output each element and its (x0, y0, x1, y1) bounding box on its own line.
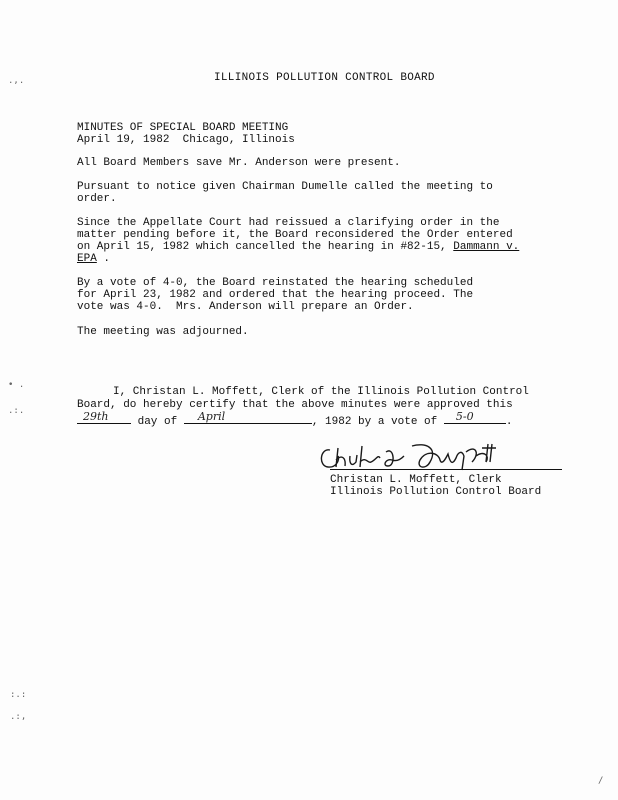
case-name-part-1: Dammann v. (453, 241, 520, 253)
vote-line-1: By a vote of 4-0, the Board reinstated the hearing scheduled (77, 277, 474, 289)
adjournment-paragraph: The meeting was adjourned. (77, 326, 249, 338)
day-value: 29th (83, 410, 109, 423)
vote-blank (444, 412, 506, 424)
certification-line-1: I, Christan L. Moffett, Clerk of the Illinois Pollution Control (113, 386, 529, 398)
reconsideration-line-3 (77, 241, 519, 253)
call-to-order-line-2: order. (77, 193, 117, 205)
case-name-part-2: EPA (77, 253, 97, 265)
day-blank (77, 412, 131, 424)
attendance-paragraph: All Board Members save Mr. Anderson were present. (77, 157, 401, 169)
certification-line-2: Board, do hereby certify that the above minutes were approved this (77, 399, 513, 411)
reconsideration-line-1: Since the Appellate Court had reissued a clarifying order in the (77, 217, 500, 229)
scan-speck: :.: (10, 690, 27, 700)
signature-line (330, 469, 562, 470)
reconsideration-line-2: matter pending before it, the Board reconsidered the Order entered (77, 229, 513, 241)
day-of-label: day of (137, 416, 178, 428)
minutes-date-location: April 19, 1982 Chicago, Illinois (77, 134, 295, 146)
reconsideration-line-4 (77, 253, 110, 265)
case-name-tail: . (96, 253, 111, 265)
clerk-name: Christan L. Moffett, Clerk (330, 474, 502, 486)
scan-speck: .:. (8, 406, 25, 416)
vote-line-3: vote was 4-0. Mrs. Anderson will prepare an Order. (77, 301, 414, 313)
scan-speck: .,. (8, 76, 25, 86)
certification-period: . (505, 416, 513, 428)
vote-value: 5-0 (455, 410, 474, 423)
reconsideration-line-3-text: on April 15, 1982 which cancelled the hearing in #82-15, (77, 241, 454, 253)
year-vote-label: , 1982 by a vote of (311, 416, 438, 428)
minutes-heading: MINUTES OF SPECIAL BOARD MEETING (77, 122, 289, 134)
vote-line-2: for April 23, 1982 and ordered that the hearing proceed. The (77, 289, 474, 301)
call-to-order-line-1: Pursuant to notice given Chairman Dumelle called the meeting to (77, 181, 493, 193)
month-blank (184, 412, 312, 424)
scan-speck: .:, (10, 712, 27, 722)
clerk-signature (316, 440, 506, 478)
month-value: April (197, 410, 226, 423)
board-title: ILLINOIS POLLUTION CONTROL BOARD (214, 72, 435, 84)
scan-speck: / (598, 776, 604, 786)
clerk-organization: Illinois Pollution Control Board (330, 486, 542, 498)
certification-line-3 (77, 412, 512, 428)
scan-speck: • . (8, 380, 25, 390)
